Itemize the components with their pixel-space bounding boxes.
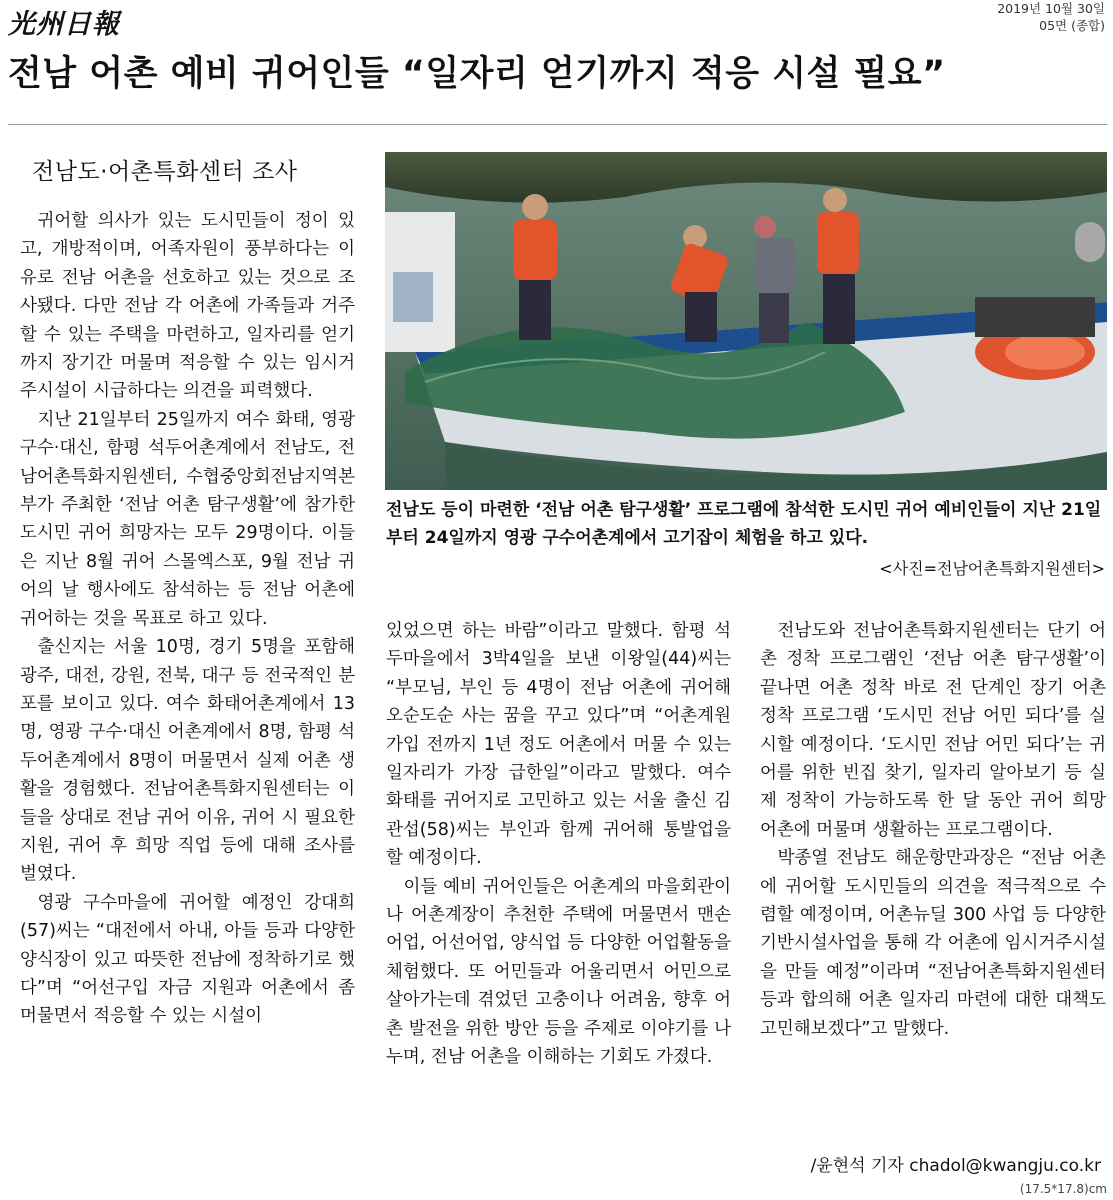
- issue-date: 2019년 10월 30일: [997, 1, 1105, 16]
- paragraph: 귀어할 의사가 있는 도시민들이 정이 있고, 개방적이며, 어족자원이 풍부하다는 이유로 전남 어촌을 선호하고 있는 것으로 조사됐다. 다만 전남 각 어촌에 가족들과 거주할 수 있는 주택을 마련하고, 일자리를 얻기까지 장기간 머물며 적응할 수 있는 임시거주시설이 시급하다는 의견을 피력했다.: [20, 211, 355, 402]
- paragraph: 있었으면 하는 바람”이라고 말했다. 함평 석두마을에서 3박4일을 보낸 이왕일(44)씨는 “부모님, 부인 등 4명이 전남 어촌에 귀어해 오순도순 사는 꿈을 꾸고 있다”며 “어촌계원 가입 전까지 1년 정도 어촌에서 머물 수 있는 일자리가 가장 급한일”이라고 말했다. 여수 화태를 귀어지로 고민하고 있는 서울 출신 김관섭(58)씨는 부인과 함께 귀어해 통발업을 할 예정이다.: [386, 621, 731, 869]
- photo-caption: 전남도 등이 마련한 ‘전남 어촌 탐구생활’ 프로그램에 참석한 도시민 귀어 예비인들이 지난 21일부터 24일까지 영광 구수어촌계에서 고기잡이 체험을 하고 있다.: [386, 500, 1102, 548]
- headline-divider: [8, 124, 1107, 125]
- paragraph: 영광 구수마을에 귀어할 예정인 강대희(57)씨는 “대전에서 아내, 아들 등과 다양한 양식장이 있고 따뜻한 전남에 정착하기로 했다”며 “어선구입 자금 지원과 어촌에서 좀 머물면서 적응할 수 있는 시설이: [20, 892, 355, 1027]
- page-number: 05면 (종합): [1039, 18, 1105, 33]
- article-subhead: 전남도·어촌특화센터 조사: [32, 159, 298, 185]
- issue-meta: [997, 0, 1105, 34]
- article-column-2: [386, 617, 731, 1072]
- reporter-byline: /윤현석 기자 chadol@kwangju.co.kr: [810, 1156, 1101, 1176]
- article-column-1: [20, 207, 355, 1031]
- paragraph: 전남도와 전남어촌특화지원센터는 단기 어촌 정착 프로그램인 ‘전남 어촌 탐구생활’이 끝나면 어촌 정착 바로 전 단계인 장기 어촌 정착 프로그램 ‘도시민 전남 어민 되다’를 실시할 예정이다. ‘도시민 전남 어민 되다’는 귀어를 위한 빈집 찾기, 일자리 알아보기 등 실제 정착이 가능하도록 한 달 동안 귀어 희망 어촌에 머물며 생활하는 프로그램이다.: [760, 621, 1106, 840]
- article-column-3: [760, 617, 1106, 1043]
- clipping-size: (17.5*17.8)cm: [1019, 1182, 1107, 1196]
- paragraph: 출신지는 서울 10명, 경기 5명을 포함해 광주, 대전, 강원, 전북, 대구 등 전국적인 분포를 보이고 있다. 여수 화태어촌계에서 13명, 영광 구수·대신 어촌계에서 8명, 함평 석두어촌계에서 8명이 머물면서 실제 어촌 생활을 경험했다. 전남어촌특화지원센터는 이들을 상대로 전남 귀어 이유, 귀어 시 필요한 지원, 귀어 후 희망 직업 등에 대해 조사를 벌였다.: [20, 637, 355, 885]
- fishing-boat-photo: [385, 152, 1107, 490]
- paragraph: 이들 예비 귀어인들은 어촌계의 마을회관이나 어촌계장이 추천한 주택에 머물면서 맨손어업, 어선어업, 양식업 등 다양한 어업활동을 체험했다. 또 어민들과 어울리면서 어민으로 살아가는데 겪었던 고충이나 어려움, 향후 어촌 발전을 위한 방안 등을 주제로 이야기를 나누며, 전남 어촌을 이해하는 기회도 가졌다.: [386, 876, 731, 1068]
- article-headline: 전남 어촌 예비 귀어인들 “일자리 얻기까지 적응 시설 필요”: [8, 54, 946, 94]
- paragraph: 박종열 전남도 해운항만과장은 “전남 어촌에 귀어할 도시민들의 의견을 적극적으로 수렴할 예정이며, 어촌뉴딜 300 사업 등 다양한 기반시설사업을 통해 각 어촌에 임시거주시설을 만들 예정”이라며 “전남어촌특화지원센터 등과 합의해 어촌 일자리 마련에 대한 대책도 고민해보겠다”고 말했다.: [760, 848, 1106, 1039]
- article-photo: [385, 152, 1107, 490]
- newspaper-masthead: 光州日報: [8, 9, 120, 40]
- paragraph: 지난 21일부터 25일까지 여수 화태, 영광 구수·대신, 함평 석두어촌계에서 전남도, 전남어촌특화지원센터, 수협중앙회전남지역본부가 주최한 ‘전남 어촌 탐구생활’에 참가한 도시민 귀어 희망자는 모두 29명이다. 이들은 지난 8월 귀어 스몰엑스포, 9월 전남 귀어의 날 행사에도 참석하는 등 전남 어촌에 귀어하는 것을 목표로 하고 있다.: [20, 409, 355, 629]
- photo-credit: <사진=전남어촌특화지원센터>: [879, 559, 1105, 578]
